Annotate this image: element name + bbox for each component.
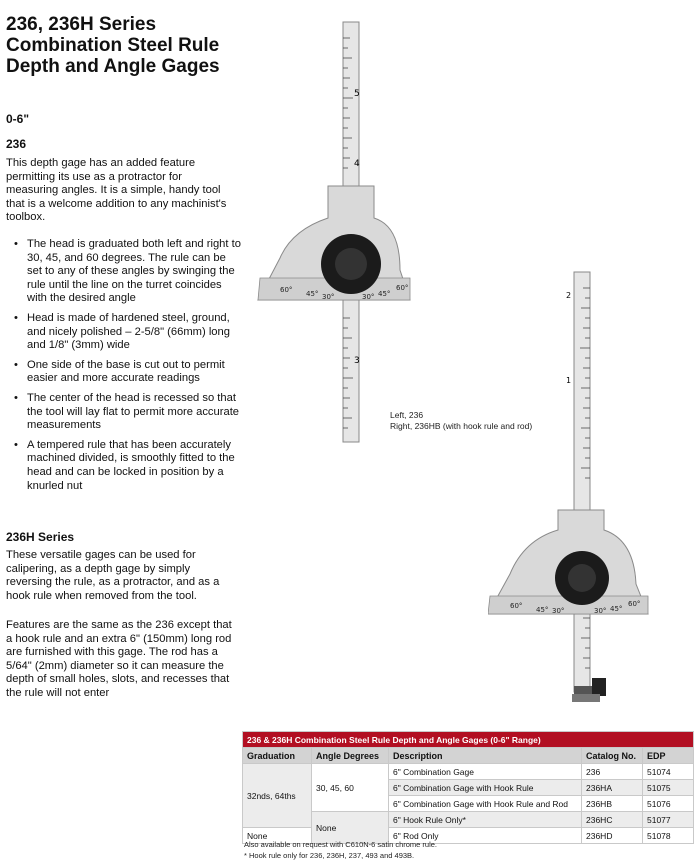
edp-cell: 51075: [643, 780, 694, 796]
angle-label: 45°: [306, 290, 319, 298]
edp-cell: 51074: [643, 764, 694, 780]
description-cell: 6" Hook Rule Only*: [389, 812, 582, 828]
range-label: 0-6": [6, 112, 30, 126]
image-caption: Left, 236 Right, 236HB (with hook rule and rod): [390, 410, 533, 431]
catalog-cell: 236: [582, 764, 643, 780]
column-header: Graduation: [243, 748, 312, 764]
description-cell: 6" Rod Only: [389, 828, 582, 844]
scale-number: 1: [566, 376, 572, 385]
catalog-cell: 236HC: [582, 812, 643, 828]
paragraph-236h-1: These versatile gages can be used for calipering, as a depth gage by simply reversing the rule, as a protractor, and as a hook rule when removed from the tool.: [6, 549, 220, 602]
angle-label: 60°: [280, 286, 293, 294]
description-cell: 6" Combination Gage with Hook Rule and Rod: [389, 796, 582, 812]
angle-cell: None: [312, 812, 389, 844]
page-title: 236, 236H Series Combination Steel Rule Depth and Angle Gages: [6, 14, 220, 77]
table-row: [243, 764, 694, 780]
footnote: Also available on request with C610N-6 satin chrome rule.: [244, 840, 438, 849]
angle-cell: 30, 45, 60: [312, 764, 389, 812]
angle-label: 45°: [378, 290, 391, 298]
graduation-cell: 32nds, 64ths: [243, 764, 312, 828]
angle-label: 45°: [536, 606, 549, 614]
paragraph-236h-2: Features are the same as the 236 except that a hook rule and an extra 6" (150mm) long rod are furnished with this gage. The rod has a 5/64" (2mm) diameter so it can measure the depth of small holes, slots, and recesses that the rule will not enter: [6, 619, 232, 699]
list-item: • The head is graduated both left and right to 30, 45, and 60 degrees. The rule can be set to any of these angles by swinging the rule until the line on the turret coincides with the desired angle: [14, 238, 241, 305]
column-header: EDP: [643, 748, 694, 764]
scale-number: 4: [354, 159, 360, 169]
table-header-row: [243, 748, 694, 764]
list-item: • A tempered rule that has been accurately machined divided, is smoothly fitted to the head and can be locked in position by a knurled nut: [14, 438, 235, 492]
list-item: • The center of the head is recessed so that the tool will lay flat to permit more accurate measurements: [14, 391, 240, 432]
graduation-cell: None: [243, 828, 312, 844]
angle-label: 30°: [322, 293, 335, 301]
table-title: 236 & 236H Combination Steel Rule Depth and Angle Gages (0-6" Range): [243, 732, 694, 748]
scale-number: 5: [354, 89, 360, 99]
column-header: Catalog No.: [582, 748, 643, 764]
angle-label: 60°: [396, 284, 409, 292]
intro-paragraph: This depth gage has an added feature permitting its use as a protractor for measuring angles. It is a simple, handy tool that is a welcome addition to any machinist's toolbox.: [6, 157, 227, 224]
section-heading-236: 236: [6, 137, 27, 151]
depth-gage-236hb-image: [488, 268, 688, 718]
angle-label: 60°: [628, 600, 641, 608]
angle-label: 30°: [552, 607, 565, 615]
edp-cell: 51078: [643, 828, 694, 844]
description-cell: 6" Combination Gage: [389, 764, 582, 780]
edp-cell: 51076: [643, 796, 694, 812]
catalog-cell: 236HB: [582, 796, 643, 812]
column-header: Description: [389, 748, 582, 764]
depth-gage-236-image: [250, 18, 450, 448]
angle-label: 45°: [610, 605, 623, 613]
list-item: • Head is made of hardened steel, ground, and nicely polished – 2-5/8" (66mm) long and 1/8" (3mm) wide: [14, 311, 230, 352]
angle-label: 30°: [362, 293, 375, 301]
edp-cell: 51077: [643, 812, 694, 828]
feature-list: [14, 238, 242, 499]
catalog-cell: 236HD: [582, 828, 643, 844]
catalog-cell: 236HA: [582, 780, 643, 796]
section-heading-236h: 236H Series: [6, 530, 75, 544]
table-title-row: [243, 732, 694, 748]
scale-number: 2: [566, 291, 572, 300]
column-header: Angle Degrees: [312, 748, 389, 764]
list-item: • One side of the base is cut out to permit easier and more accurate readings: [14, 358, 225, 385]
spec-table: [242, 731, 694, 844]
angle-label: 60°: [510, 602, 523, 610]
footnote: * Hook rule only for 236, 236H, 237, 493 and 493B.: [244, 851, 415, 860]
description-cell: 6" Combination Gage with Hook Rule: [389, 780, 582, 796]
angle-label: 30°: [594, 607, 607, 615]
scale-number: 3: [354, 356, 360, 366]
